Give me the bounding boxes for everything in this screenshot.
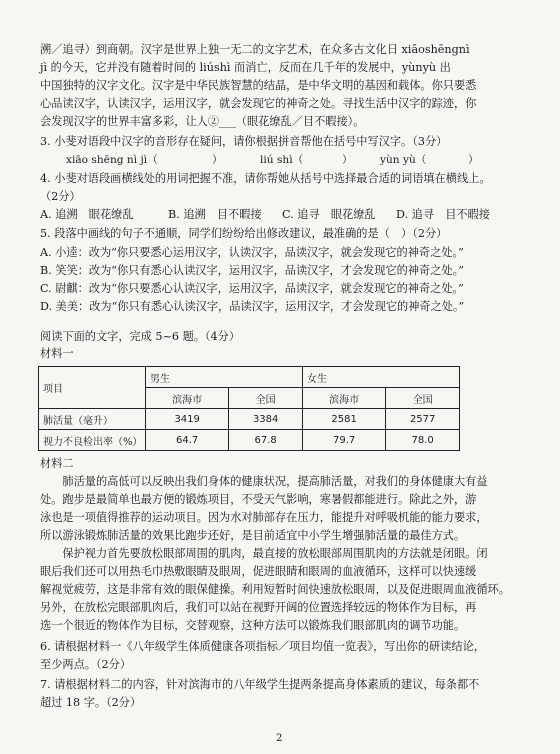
q3-close-2: ） — [342, 154, 353, 166]
table-cell: 3419 — [146, 409, 229, 430]
question-5-stem: 5. 段落中画线的句子不通顺，同学们纷纷给出修改建议，最准确的是（ ）（2分） — [40, 227, 448, 240]
passage-line-2: jì 的今天，它并没有随着时间的 liúshì 而消亡，反而在几千年的发展中，yùnyù 出 — [40, 61, 451, 74]
question-4-score: （2分） — [40, 190, 81, 203]
material-2-line: 解视觉疲劳，这是非常有效的眼保健操。利用短暂时间快速放松眼周，以及促进眼周血液循环。 — [40, 583, 510, 596]
material-2-line: 选一个很近的物体作为目标，交替观察，这种方法可以锻炼我们眼部肌肉的调节功能。 — [40, 619, 466, 632]
q5-option-c: C. 尉麒：改为“你只要悉心认读汉字，运用汉字，品读汉字，就会发现它的神奇之处。” — [40, 282, 464, 295]
fitness-table — [38, 366, 460, 451]
material-2-line: 泳也是一项值得推荐的运动项目。因为水对肺部存在压力，能提升对呼吸机能的能力要求， — [40, 511, 488, 524]
q5-option-b: B. 笑笑：改为“你只有悉心认读汉字，运用汉字，品读汉字，才会发现它的神奇之处。” — [40, 264, 464, 277]
table-cell: 78.0 — [386, 430, 460, 451]
material-2-line: 保护视力首先要放松眼部周围的肌肉，最直接的放松眼部周围肌肉的方法就是闭眼。闭 — [40, 547, 488, 560]
question-3-stem: 3. 小斐对语段中汉字的音形存在疑问，请你根据拼音帮他在括号中写汉字。（3分） — [40, 135, 448, 148]
table-male-nation: 全国 — [229, 388, 303, 409]
material-1-heading: 材料一 — [40, 347, 74, 360]
q4-option-a: A. 追溯 眼花缭乱 — [40, 208, 134, 221]
table-female-header: 女生 — [302, 367, 459, 388]
q3-pinyin-1: xiāo shēng nì jì（ — [66, 154, 158, 166]
table-female-nation: 全国 — [386, 388, 460, 409]
table-male-city: 滨海市 — [146, 388, 229, 409]
question-6-line-1: 6. 请根据材料一《八年级学生体质健康各项指标／项目均值一览表》，写出你的研读结论， — [40, 640, 485, 653]
q3-pinyin-3: yùn yù（ — [380, 154, 427, 166]
table-cell: 79.7 — [302, 430, 385, 451]
row-label: 视力不良检出率（%） — [39, 430, 146, 451]
q3-close-1: ） — [212, 154, 223, 166]
question-7-line-1: 7. 请根据材料二的内容，针对滨海市的八年级学生提两条提高身体素质的建议，每条都不 — [40, 678, 480, 691]
table-row — [39, 409, 460, 430]
table-female-city: 滨海市 — [302, 388, 385, 409]
material-2-line: 另外，在放松完眼部肌肉后，我们可以站在视野开阔的位置选择较远的物体作为目标，再 — [40, 601, 477, 614]
table-cell: 3384 — [229, 409, 303, 430]
table-cell: 2581 — [302, 409, 385, 430]
q3-pinyin-2: liú shì（ — [260, 154, 304, 166]
row-label: 肺活量（毫升） — [39, 409, 146, 430]
page-number: 2 — [276, 733, 283, 744]
table-cell: 64.7 — [146, 430, 229, 451]
passage-line-5: 会发现汉字的世界丰富多彩，让人②___（眼花缭乱／目不暇接）。 — [40, 115, 365, 128]
table-cell: 2577 — [386, 409, 460, 430]
material-2-line: 肺活量的高低可以反映出我们身体的健康状况，提高肺活量，对我们的身体健康大有益 — [40, 475, 488, 488]
passage-line-3: 中国独特的汉字文化。汉字是中华民族智慧的结晶，是中华文明的基因和载体。你只要悉 — [40, 79, 477, 92]
q3-close-3: ） — [468, 154, 479, 166]
q4-option-d: D. 追寻 目不暇接 — [396, 208, 490, 221]
question-4-stem: 4. 小斐对语段画横线处的用词把握不准，请你帮她从括号中选择最合适的词语填在横线上。 — [40, 172, 491, 185]
table-cell: 67.8 — [229, 430, 303, 451]
question-6-line-2: 至少两点。（2分） — [40, 658, 132, 671]
q4-option-c: C. 追寻 眼花缭乱 — [282, 208, 376, 221]
material-2-line: 眼后我们还可以用热毛巾热敷眼睛及眼周，促进眼睛和眼周的血液循环，这样可以快速缓 — [40, 565, 477, 578]
table-item-header: 项目 — [39, 367, 146, 409]
passage-line-1: 溯／追寻）到商朝。汉字是世界上独一无二的文字艺术，在众多古文化日 xiāoshēngnì — [40, 43, 470, 56]
q5-option-a: A. 小逵：改为“你只要悉心运用汉字，认读汉字，品读汉字，就会发现它的神奇之处。” — [40, 246, 464, 259]
q4-option-b: B. 追溯 目不暇接 — [168, 208, 262, 221]
material-2-line: 处。跑步是最简单也最方便的锻炼项目，不受天气影响，寒暑假都能进行。除此之外，游 — [40, 493, 477, 506]
table-row — [39, 430, 460, 451]
table-male-header: 男生 — [146, 367, 303, 388]
reading-intro: 阅读下面的文字，完成 5~6 题。（4分） — [40, 330, 241, 343]
material-2-line: 所以游泳锻炼肺活量的效果比跑步还好，是目前适宜中小学生增强肺活量的最佳方式。 — [40, 529, 466, 542]
passage-line-4: 心品读汉字，认读汉字，运用汉字，就会发现它的神奇之处。寻找生活中汉字的踪迹，你 — [40, 97, 477, 110]
q5-option-d: D. 美美：改为“你只有悉心认读汉字，品读汉字，运用汉字，才会发现它的神奇之处。” — [40, 300, 465, 313]
question-7-line-2: 超过 18 字。（2分） — [40, 696, 142, 709]
material-2-heading: 材料二 — [40, 457, 74, 470]
